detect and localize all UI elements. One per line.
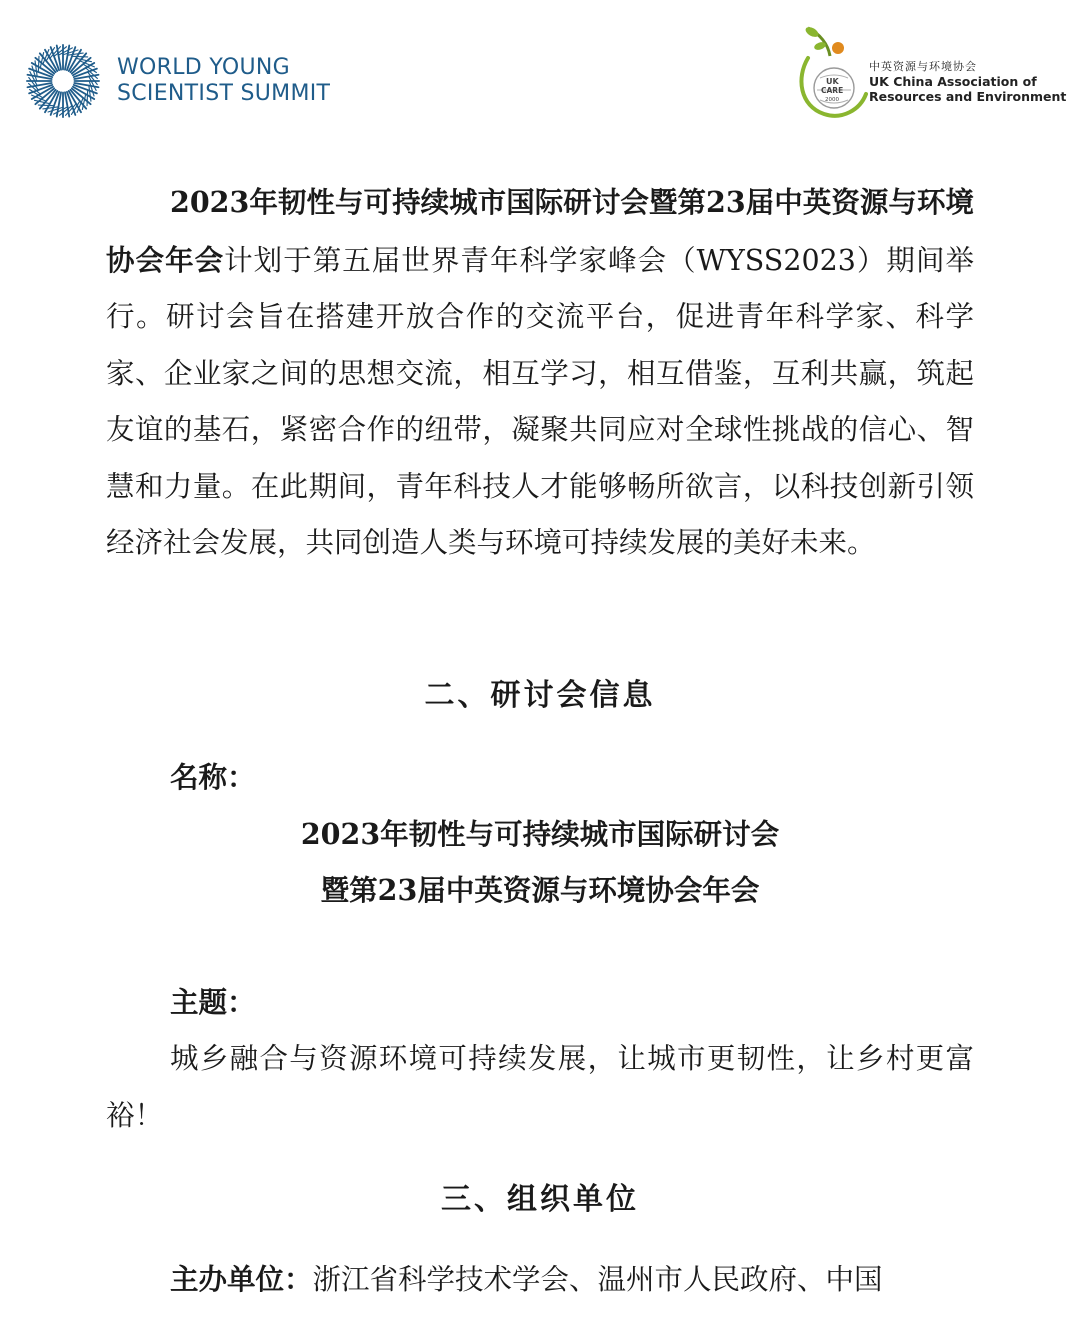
ukcare-wordmark xyxy=(869,60,1066,104)
document-header xyxy=(0,0,1080,140)
intro-bold-lead: 2023年韧性与可持续城市国际研讨会暨第23届中英资源与环境协会年会 xyxy=(106,185,974,277)
ukcare-badge-care: CARE xyxy=(821,86,844,95)
ukcare-badge-uk: UK xyxy=(826,77,839,86)
ukcare-emblem-icon xyxy=(790,18,872,120)
section-2-title: 二、研讨会信息 xyxy=(424,678,656,713)
document-body xyxy=(106,174,974,572)
name-label: 名称： xyxy=(170,760,256,794)
intro-body: 计划于第五届世界青年科学家峰会（WYSS2023）期间举行。研讨会旨在搭建开放合作的交流平台，促进青年科学家、科学家、企业家之间的思想交流，相互学习，相互借鉴，互利共赢，筑起友谊的基石，紧密合作的纽带，凝聚共同应对全球性挑战的信心、智慧和力量。在此期间，青年科技人才能够畅所欲言，以科技创新引领经济社会发展，共同创造人类与环境可持续发展的美好未来。 xyxy=(106,243,974,559)
ukcare-badge-year: 2000 xyxy=(825,97,839,103)
seminar-name-line-2: 暨第23届中英资源与环境协会年会 xyxy=(320,873,760,907)
wyss-radial-logo-icon xyxy=(22,40,104,122)
intro-paragraph xyxy=(106,174,974,572)
wyss-line-1: WORLD YOUNG xyxy=(117,55,291,80)
theme-text: 城乡融合与资源环境可持续发展，让城市更韧性，让乡村更富裕！ xyxy=(106,1042,974,1132)
wyss-wordmark xyxy=(117,55,330,107)
host-text: 浙江省科学技术学会、温州市人民政府、中国 xyxy=(312,1263,883,1296)
seminar-name-line-1: 2023年韧性与可持续城市国际研讨会 xyxy=(300,817,780,851)
host-line xyxy=(106,1251,974,1309)
ukcare-english-line-2: Resources and Environment xyxy=(869,89,1067,104)
ukcare-chinese-name: 中英资源与环境协会 xyxy=(869,60,977,73)
theme-label: 主题： xyxy=(170,985,256,1019)
ukcare-english-line-1: UK China Association of xyxy=(869,74,1037,89)
wyss-line-2: SCIENTIST SUMMIT xyxy=(117,81,331,106)
host-label: 主办单位： xyxy=(170,1262,313,1296)
section-3-title: 三、组织单位 xyxy=(441,1182,639,1217)
